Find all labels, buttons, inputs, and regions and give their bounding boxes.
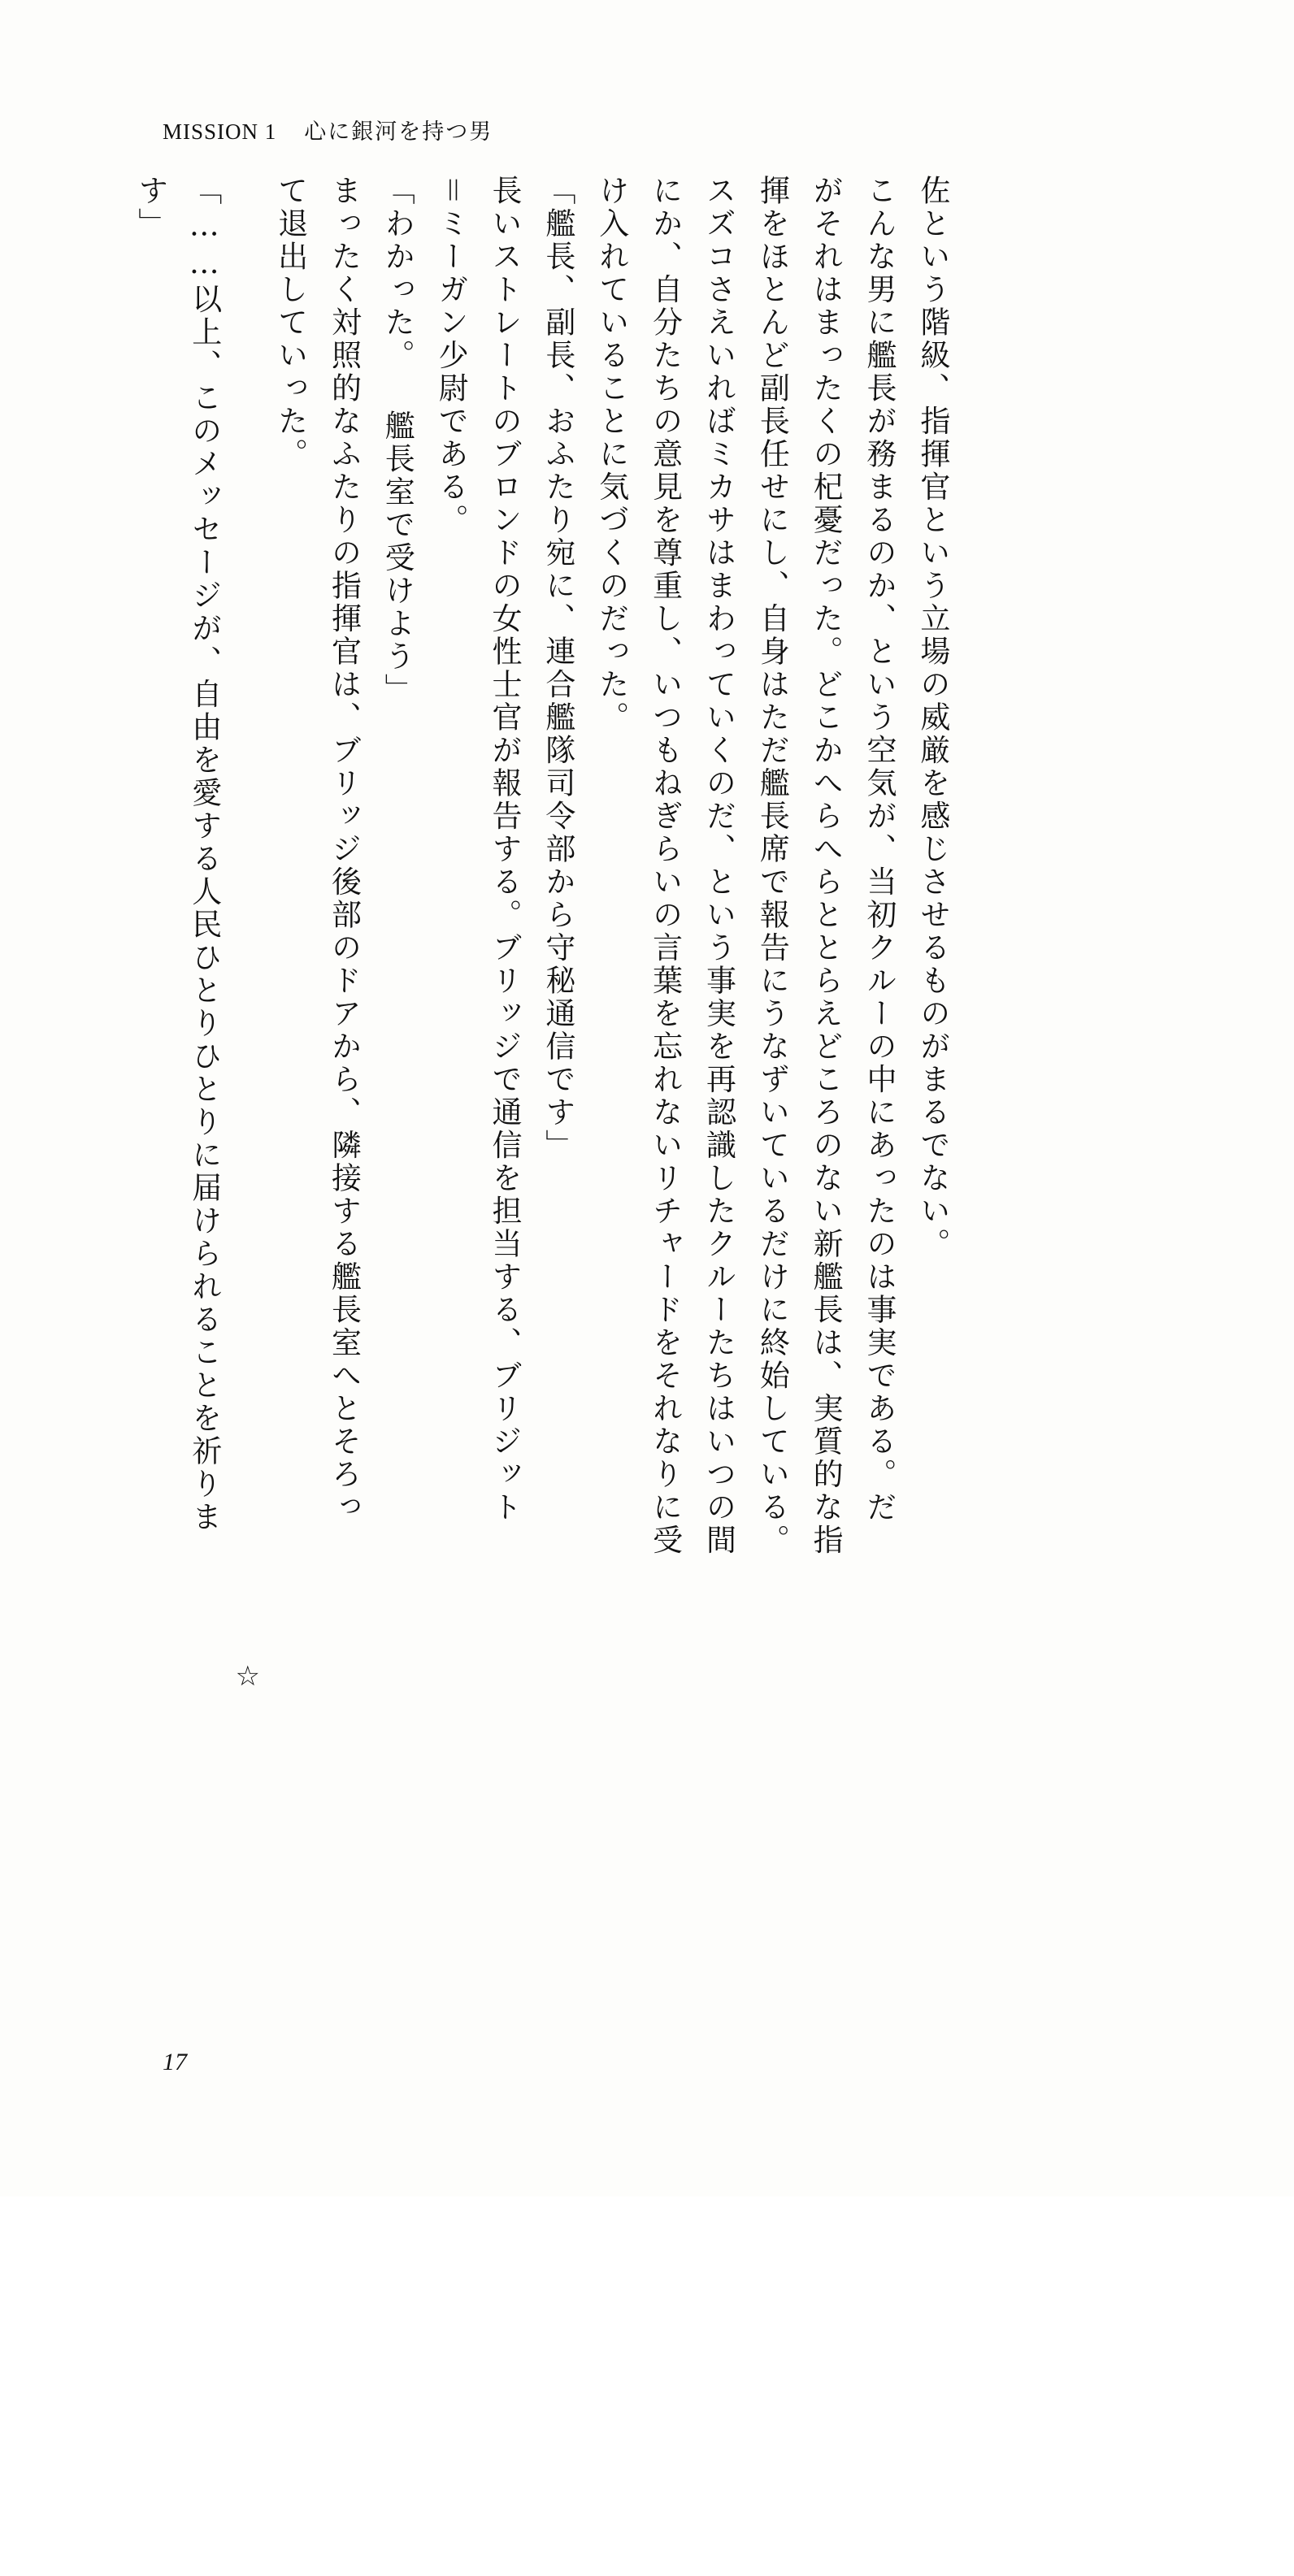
text-column-1: 佐という階級、指揮官という立場の威厳を感じさせるものがまるでない。: [914, 175, 950, 1261]
scene-separator: ☆: [232, 1659, 263, 1693]
text-column-7: け入れていることに気づくのだった。: [593, 175, 629, 735]
running-head: [163, 114, 493, 145]
body-text-area: [124, 175, 1172, 1995]
text-column-3: がそれはまったくの杞憂だった。どこかへらへらととらえどころのない新艦長は、実質的な指: [808, 175, 844, 1557]
page-number: 17: [163, 2049, 187, 2075]
mission-label: MISSION 1: [163, 119, 277, 144]
text-column-15: す」: [132, 175, 168, 241]
text-column-5: スズコさえいればミカサはまわっていくのだ、という事実を再認識したクルーたちはいつの間: [701, 175, 736, 1557]
text-column-8: 「艦長、副長、おふたり宛に、連合艦隊司令部から守秘通信です」: [540, 175, 575, 1162]
text-column-10: ＝ミーガン少尉である。: [433, 175, 469, 537]
text-column-11: 「わかった。 艦長室で受けよう」: [380, 175, 415, 706]
text-column-14: 「……以上、このメッセージが、自由を愛する人民ひとりひとりに届けられることを祈りま: [186, 175, 222, 1534]
text-column-6: にか、自分たちの意見を尊重し、いつもねぎらいの言葉を忘れないリチャードをそれなりに受: [647, 175, 683, 1557]
text-column-9: 長いストレートのブロンドの女性士官が報告する。ブリッジで通信を担当する、ブリジット: [487, 175, 523, 1524]
text-column-2: こんな男に艦長が務まるのか、という空気が、当初クルーの中にあったのは事実である。だ: [862, 175, 897, 1524]
text-column-13: て退出していった。: [272, 175, 308, 471]
chapter-title: 心に銀河を持つ男: [304, 119, 493, 145]
text-column-4: 揮をほとんど副長任せにし、自身はただ艦長席で報告にうなずいているだけに終始している。: [754, 175, 790, 1557]
text-column-12: まったく対照的なふたりの指揮官は、ブリッジ後部のドアから、隣接する艦長室へとそろっ: [326, 175, 362, 1524]
